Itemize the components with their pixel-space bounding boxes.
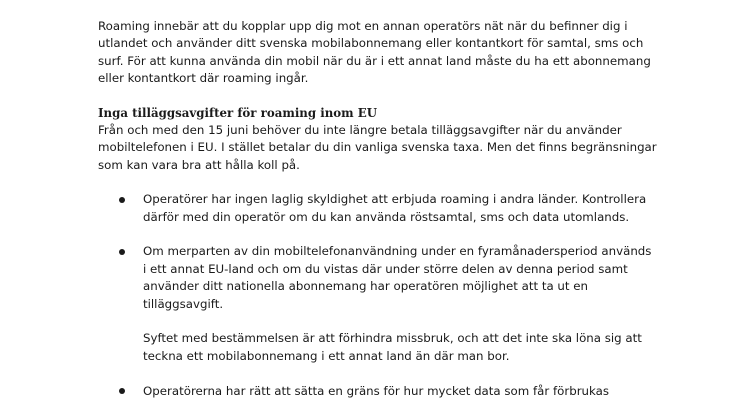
bullet-dot-icon — [119, 197, 125, 203]
list-item-text: Operatörerna har rätt att sätta en gräns för hur mycket data som får förbrukas — [143, 383, 610, 398]
list-item-text: Operatörer har ingen laglig skyldighet att erbjuda roaming i andra länder. Kontrollera därför med din operatör om du kan använda röstsamtal, sms och data utomlands. — [143, 192, 647, 224]
document-page — [98, 18, 658, 417]
list-item-text: Om merparten av din mobiltelefonanvändning under en fyramånadersperiod används i ett annat EU-land och om du vistas där under större delen av denna period samt använder ditt nationella abonnemang har operatören möjlighet att ta ut en tilläggsavgift. — [143, 244, 652, 311]
bullet-dot-icon — [119, 249, 125, 255]
list-item — [98, 383, 658, 400]
section-heading: Inga tilläggsavgifter för roaming inom EU — [98, 105, 378, 120]
list-item — [98, 243, 658, 365]
section-paragraph: Från och med den 15 juni behöver du inte längre betala tilläggsavgifter när du använder mobiltelefonen i EU. I stället betalar du din vanliga svenska taxa. Men det finns begränsningar som kan vara bra att hålla koll på. — [98, 123, 657, 172]
list-item — [98, 191, 658, 226]
list-item-extra-text: Syftet med bestämmelsen är att förhindra missbruk, och att det inte ska löna sig att teckna ett mobilabonnemang i ett annat land än där man bor. — [143, 331, 642, 363]
bullet-list — [98, 191, 658, 400]
bullet-dot-icon — [119, 388, 125, 394]
intro-paragraph: Roaming innebär att du kopplar upp dig mot en annan operatörs nät när du befinner dig i utlandet och använder ditt svenska mobilabonnemang eller kontantkort för samtal, sms och surf. För att kunna använda din mobil när du är i ett annat land måste du ha ett abonnemang eller kontantkort där roaming ingår. — [98, 19, 651, 86]
